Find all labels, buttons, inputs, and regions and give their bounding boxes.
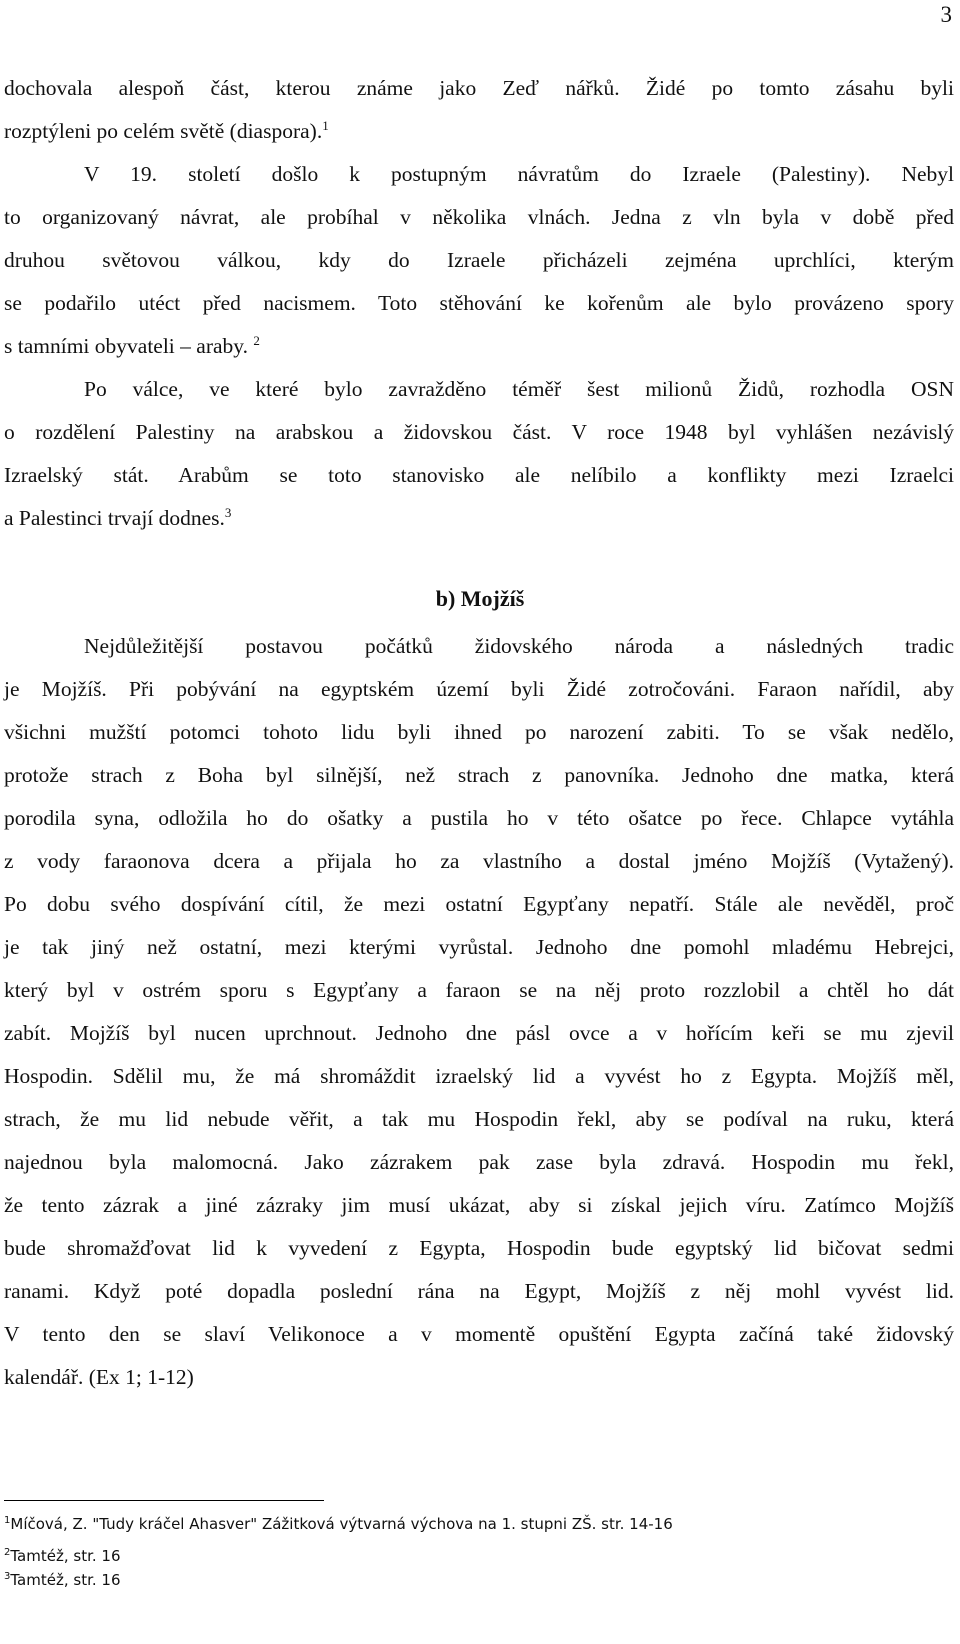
body-line: o rozdělení Palestiny na arabskou a židovskou část. V roce 1948 byl vyhlášen nezávislý — [4, 420, 954, 444]
body-line: dochovala alespoň část, kterou známe jako Zeď nářků. Židé po tomto zásahu byli — [4, 76, 954, 100]
body-line: který byl v ostrém sporu s Egypťany a faraon se na něj proto rozzlobil a chtěl ho dát — [4, 978, 954, 1002]
section-heading: b) Mojžíš — [435, 586, 525, 611]
body-line: V tento den se slaví Velikonoce a v momentě opuštění Egypta začíná také židovský — [4, 1322, 954, 1346]
body-line: porodila syna, odložila ho do ošatky a pustila ho v této ošatce po řece. Chlapce vytáhla — [4, 806, 954, 830]
footnote-number: 2 — [4, 1547, 11, 1558]
body-line: Po dobu svého dospívání cítil, že mezi ostatní Egypťany nepatří. Stále ale nevěděl, proč — [4, 892, 954, 916]
body-line: protože strach z Boha byl silnější, než strach z panovníka. Jednoho dne matka, která — [4, 763, 954, 787]
body-line: Nejdůležitější postavou počátků židovského národa a následných tradic — [84, 634, 954, 658]
footnote-text: Tamtéž, str. 16 — [10, 1547, 121, 1565]
footnote-ref-1: 1 — [322, 118, 329, 133]
body-line: bude shromažďovat lid k vyvedení z Egypta, Hospodin bude egyptský lid bičovat sedmi — [4, 1236, 954, 1260]
body-line-with-footnote-ref — [4, 333, 954, 359]
footnote-separator — [4, 1500, 324, 1501]
body-line: že tento zázrak a jiné zázraky jim musí ukázat, aby si získal jejich víru. Zatímco Mojžíš — [4, 1193, 954, 1217]
footnote-1 — [4, 1514, 673, 1534]
page-number: 3 — [940, 2, 952, 27]
body-line: strach, že mu lid nebude věřit, a tak mu Hospodin řekl, aby se podíval na ruku, která — [4, 1107, 954, 1131]
body-line: ranami. Když poté dopadla poslední rána na Egypt, Mojžíš z něj mohl vyvést lid. — [4, 1279, 954, 1303]
footnote-text: Míčová, Z. "Tudy kráčel Ahasver" Zážitková výtvarná výchova na 1. stupni ZŠ. str. 14-16 — [10, 1515, 673, 1533]
body-line: zabít. Mojžíš byl nucen uprchnout. Jednoho dne pásl ovce a v hořícím keři se mu zjevil — [4, 1021, 954, 1045]
body-line: kalendář. (Ex 1; 1-12) — [4, 1365, 194, 1389]
body-line: druhou světovou válkou, kdy do Izraele přicházeli zejména uprchlíci, kterým — [4, 248, 954, 272]
footnote-3 — [4, 1570, 121, 1590]
line-text: rozptýleni po celém světě (diaspora). — [4, 119, 323, 143]
body-line-with-footnote-ref — [4, 505, 954, 531]
body-line: najednou byla malomocná. Jako zázrakem pak zase byla zdravá. Hospodin mu řekl, — [4, 1150, 954, 1174]
line-text: a Palestinci trvají dodnes. — [4, 506, 225, 530]
line-text: s tamními obyvateli – araby. — [4, 334, 249, 358]
body-line: to organizovaný návrat, ale probíhal v několika vlnách. Jedna z vln byla v době před — [4, 205, 954, 229]
body-line: Po válce, ve které bylo zavražděno téměř šest milionů Židů, rozhodla OSN — [84, 377, 954, 401]
footnote-2 — [4, 1546, 121, 1566]
body-line: všichni mužští potomci tohoto lidu byli ihned po narození zabiti. To se však nedělo, — [4, 720, 954, 744]
body-line: z vody faraonova dcera a přijala ho za vlastního a dostal jméno Mojžíš (Vytažený). — [4, 849, 954, 873]
body-line: se podařilo utéct před nacismem. Toto stěhování ke kořenům ale bylo provázeno spory — [4, 291, 954, 315]
footnote-ref-3: 3 — [224, 505, 232, 520]
footnote-number: 3 — [4, 1571, 11, 1582]
body-line: Hospodin. Sdělil mu, že má shromáždit izraelský lid a vyvést ho z Egypta. Mojžíš měl, — [4, 1064, 954, 1088]
body-line: V 19. století došlo k postupným návratům do Izraele (Palestiny). Nebyl — [84, 162, 954, 186]
body-line: je Mojžíš. Při pobývání na egyptském území byli Židé zotročováni. Faraon nařídil, aby — [4, 677, 954, 701]
body-line: je tak jiný než ostatní, mezi kterými vyrůstal. Jednoho dne pomohl mladému Hebrejci, — [4, 935, 954, 959]
footnote-number: 1 — [4, 1515, 11, 1526]
footnote-text: Tamtéž, str. 16 — [10, 1571, 121, 1589]
body-line: Izraelský stát. Arabům se toto stanovisko ale nelíbilo a konflikty mezi Izraelci — [4, 463, 954, 487]
footnote-ref-2: 2 — [253, 333, 260, 348]
body-line-with-footnote-ref — [4, 118, 954, 144]
